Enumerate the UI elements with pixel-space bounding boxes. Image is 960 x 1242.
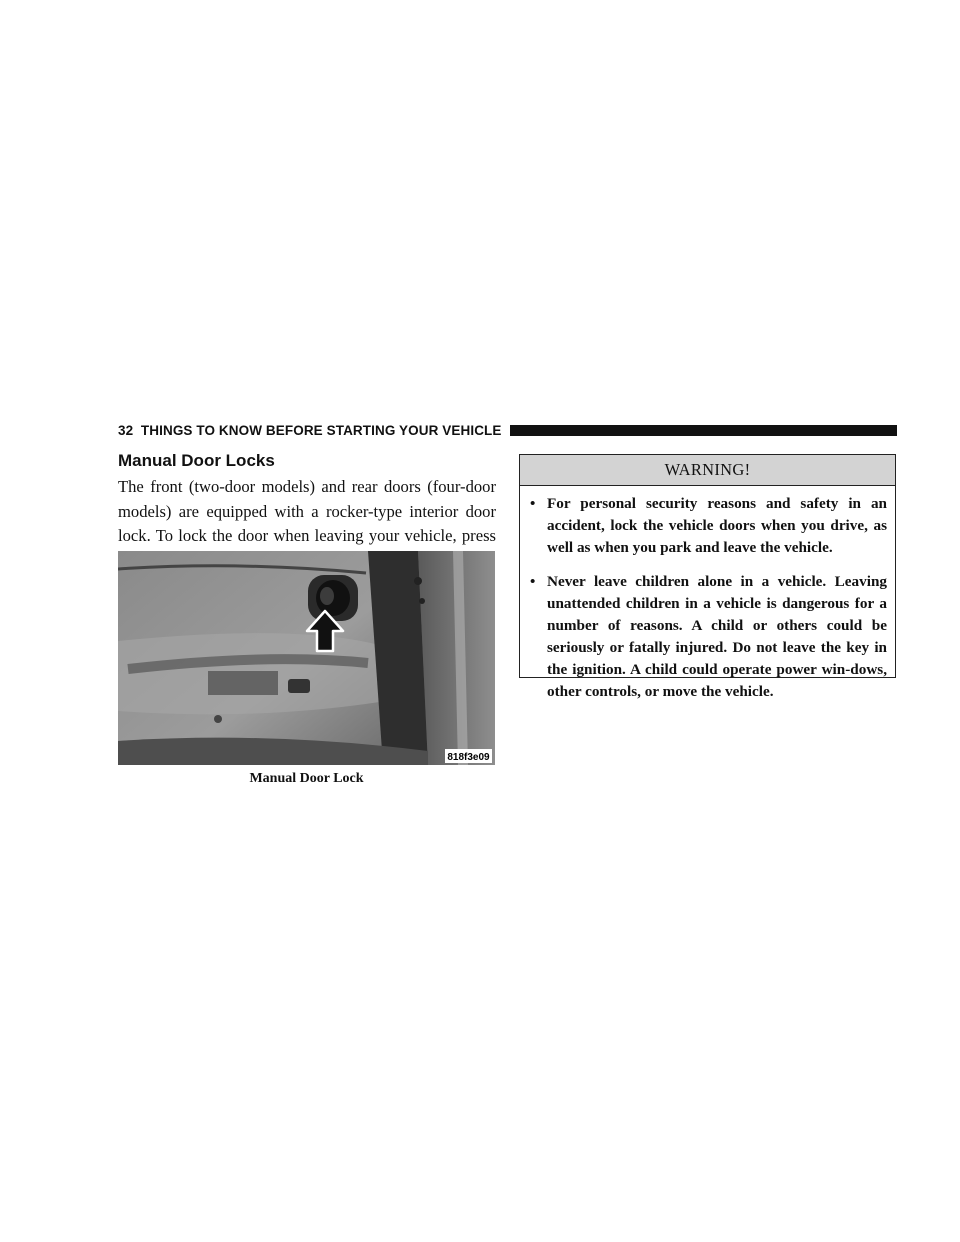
section-body: The front (two-door models) and rear doors (four-door models) are equipped with a rocker-type interior door lock. To lock the door when leaving your vehicle, press xyxy=(118,477,496,545)
section-title: Manual Door Locks xyxy=(118,451,275,470)
warning-box xyxy=(519,454,896,700)
bullet-icon: • xyxy=(530,573,536,590)
warning-item xyxy=(530,571,887,703)
warning-list xyxy=(520,486,895,703)
header-rule xyxy=(510,425,898,436)
door-lock-photo xyxy=(118,551,495,765)
warning-item-text: For personal security reasons and safety in an accident, lock the vehicle doors when you drive, as well as when you park and leave the vehicle. xyxy=(547,495,887,556)
page-number: 32 xyxy=(118,422,134,438)
bullet-icon: • xyxy=(530,495,536,512)
figure-code: 818f3e09 xyxy=(447,752,490,763)
figure-caption: Manual Door Lock xyxy=(249,771,364,786)
header-text xyxy=(118,423,502,438)
running-title: THINGS TO KNOW BEFORE STARTING YOUR VEHICLE xyxy=(140,422,502,438)
running-header xyxy=(118,420,897,440)
warning-item xyxy=(530,493,887,559)
warning-title: WARNING! xyxy=(520,455,895,486)
warning-item-text: Never leave children alone in a vehicle. Leaving unattended children in a vehicle is dangerous for a number of reasons. A child or others could be seriously or fatally injured. Do not leave the key in the ignition. A child could operate power win-dows, other controls, or move the vehicle. xyxy=(547,573,887,700)
